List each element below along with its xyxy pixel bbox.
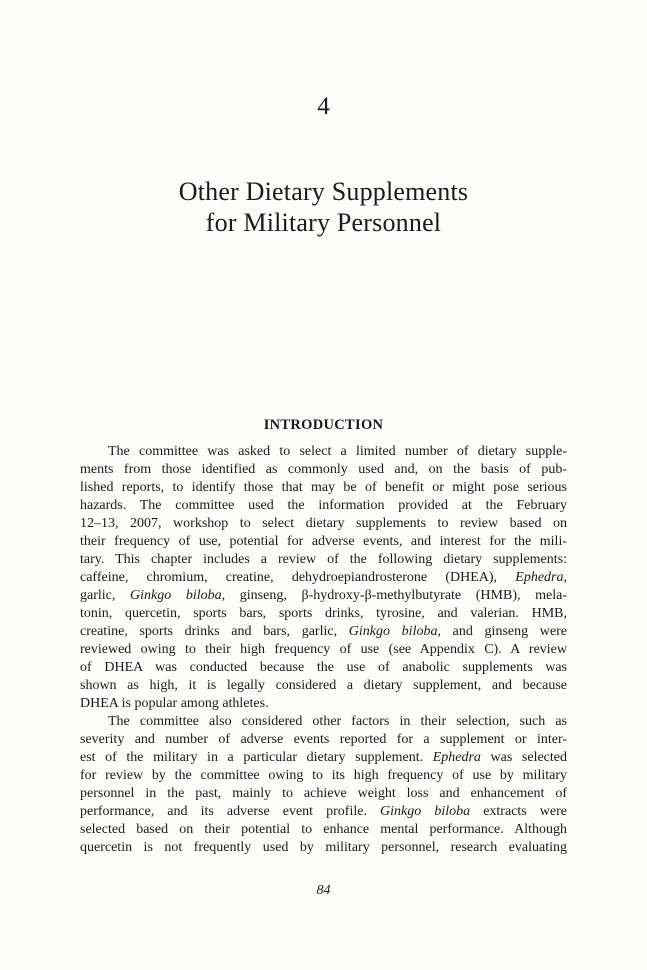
paragraph-line: personnel in the past, mainly to achieve weight loss and enhancement of <box>80 786 567 801</box>
chapter-title-line-1: Other Dietary Supplements <box>178 177 469 206</box>
page-number: 84 <box>316 883 331 898</box>
paragraph-line: severity and number of adverse events reported for a supplement or inter- <box>80 732 567 747</box>
paragraph-line: The committee also considered other factors in their selection, such as <box>108 714 567 729</box>
paragraph-line: of DHEA was conducted because the use of anabolic supplements was <box>80 660 567 675</box>
paragraph-line: lished reports, to identify those that may be of benefit or might pose serious <box>80 480 567 495</box>
paragraph-line: 12–13, 2007, workshop to select dietary supplements to review based on <box>80 516 567 531</box>
paragraph-line: shown as high, it is legally considered a dietary supplement, and because <box>80 678 567 693</box>
paragraph-line: caffeine, chromium, creatine, dehydroepiandrosterone (DHEA), Ephedra, <box>80 570 567 585</box>
paragraph-line: tonin, quercetin, sports bars, sports drinks, tyrosine, and valerian. HMB, <box>80 606 567 621</box>
paragraph-line: creatine, sports drinks and bars, garlic, Ginkgo biloba, and ginseng were <box>80 624 567 639</box>
paragraph-line: tary. This chapter includes a review of the following dietary supplements: <box>80 552 567 567</box>
paragraph-line: reviewed owing to their high frequency of use (see Appendix C). A review <box>80 642 567 657</box>
paragraph-line: hazards. The committee used the information provided at the February <box>80 498 567 513</box>
paragraph-line: quercetin is not frequently used by military personnel, research evaluating <box>80 840 567 855</box>
paragraph-line: ments from those identified as commonly used and, on the basis of pub- <box>80 462 567 477</box>
body-text <box>80 443 567 857</box>
paragraph-line: for review by the committee owing to its high frequency of use by military <box>80 768 567 783</box>
paragraph-1 <box>80 443 567 713</box>
paragraph-line: performance, and its adverse event profile. Ginkgo biloba extracts were <box>80 804 567 819</box>
paragraph-line: their frequency of use, potential for adverse events, and interest for the mili- <box>80 534 567 549</box>
paragraph-line: DHEA is popular among athletes. <box>80 696 269 711</box>
paragraph-line: est of the military in a particular dietary supplement. Ephedra was selected <box>80 750 567 765</box>
chapter-title-line-2: for Military Personnel <box>205 208 442 237</box>
paragraph-line: garlic, Ginkgo biloba, ginseng, β-hydroxy-β-methylbutyrate (HMB), mela- <box>80 588 567 603</box>
paragraph-line: selected based on their potential to enhance mental performance. Although <box>80 822 567 837</box>
paragraph-line: The committee was asked to select a limited number of dietary supple- <box>108 444 567 459</box>
chapter-number: 4 <box>317 93 330 120</box>
section-heading: INTRODUCTION <box>263 417 384 433</box>
paragraph-2 <box>80 713 567 857</box>
chapter-title <box>0 176 647 238</box>
